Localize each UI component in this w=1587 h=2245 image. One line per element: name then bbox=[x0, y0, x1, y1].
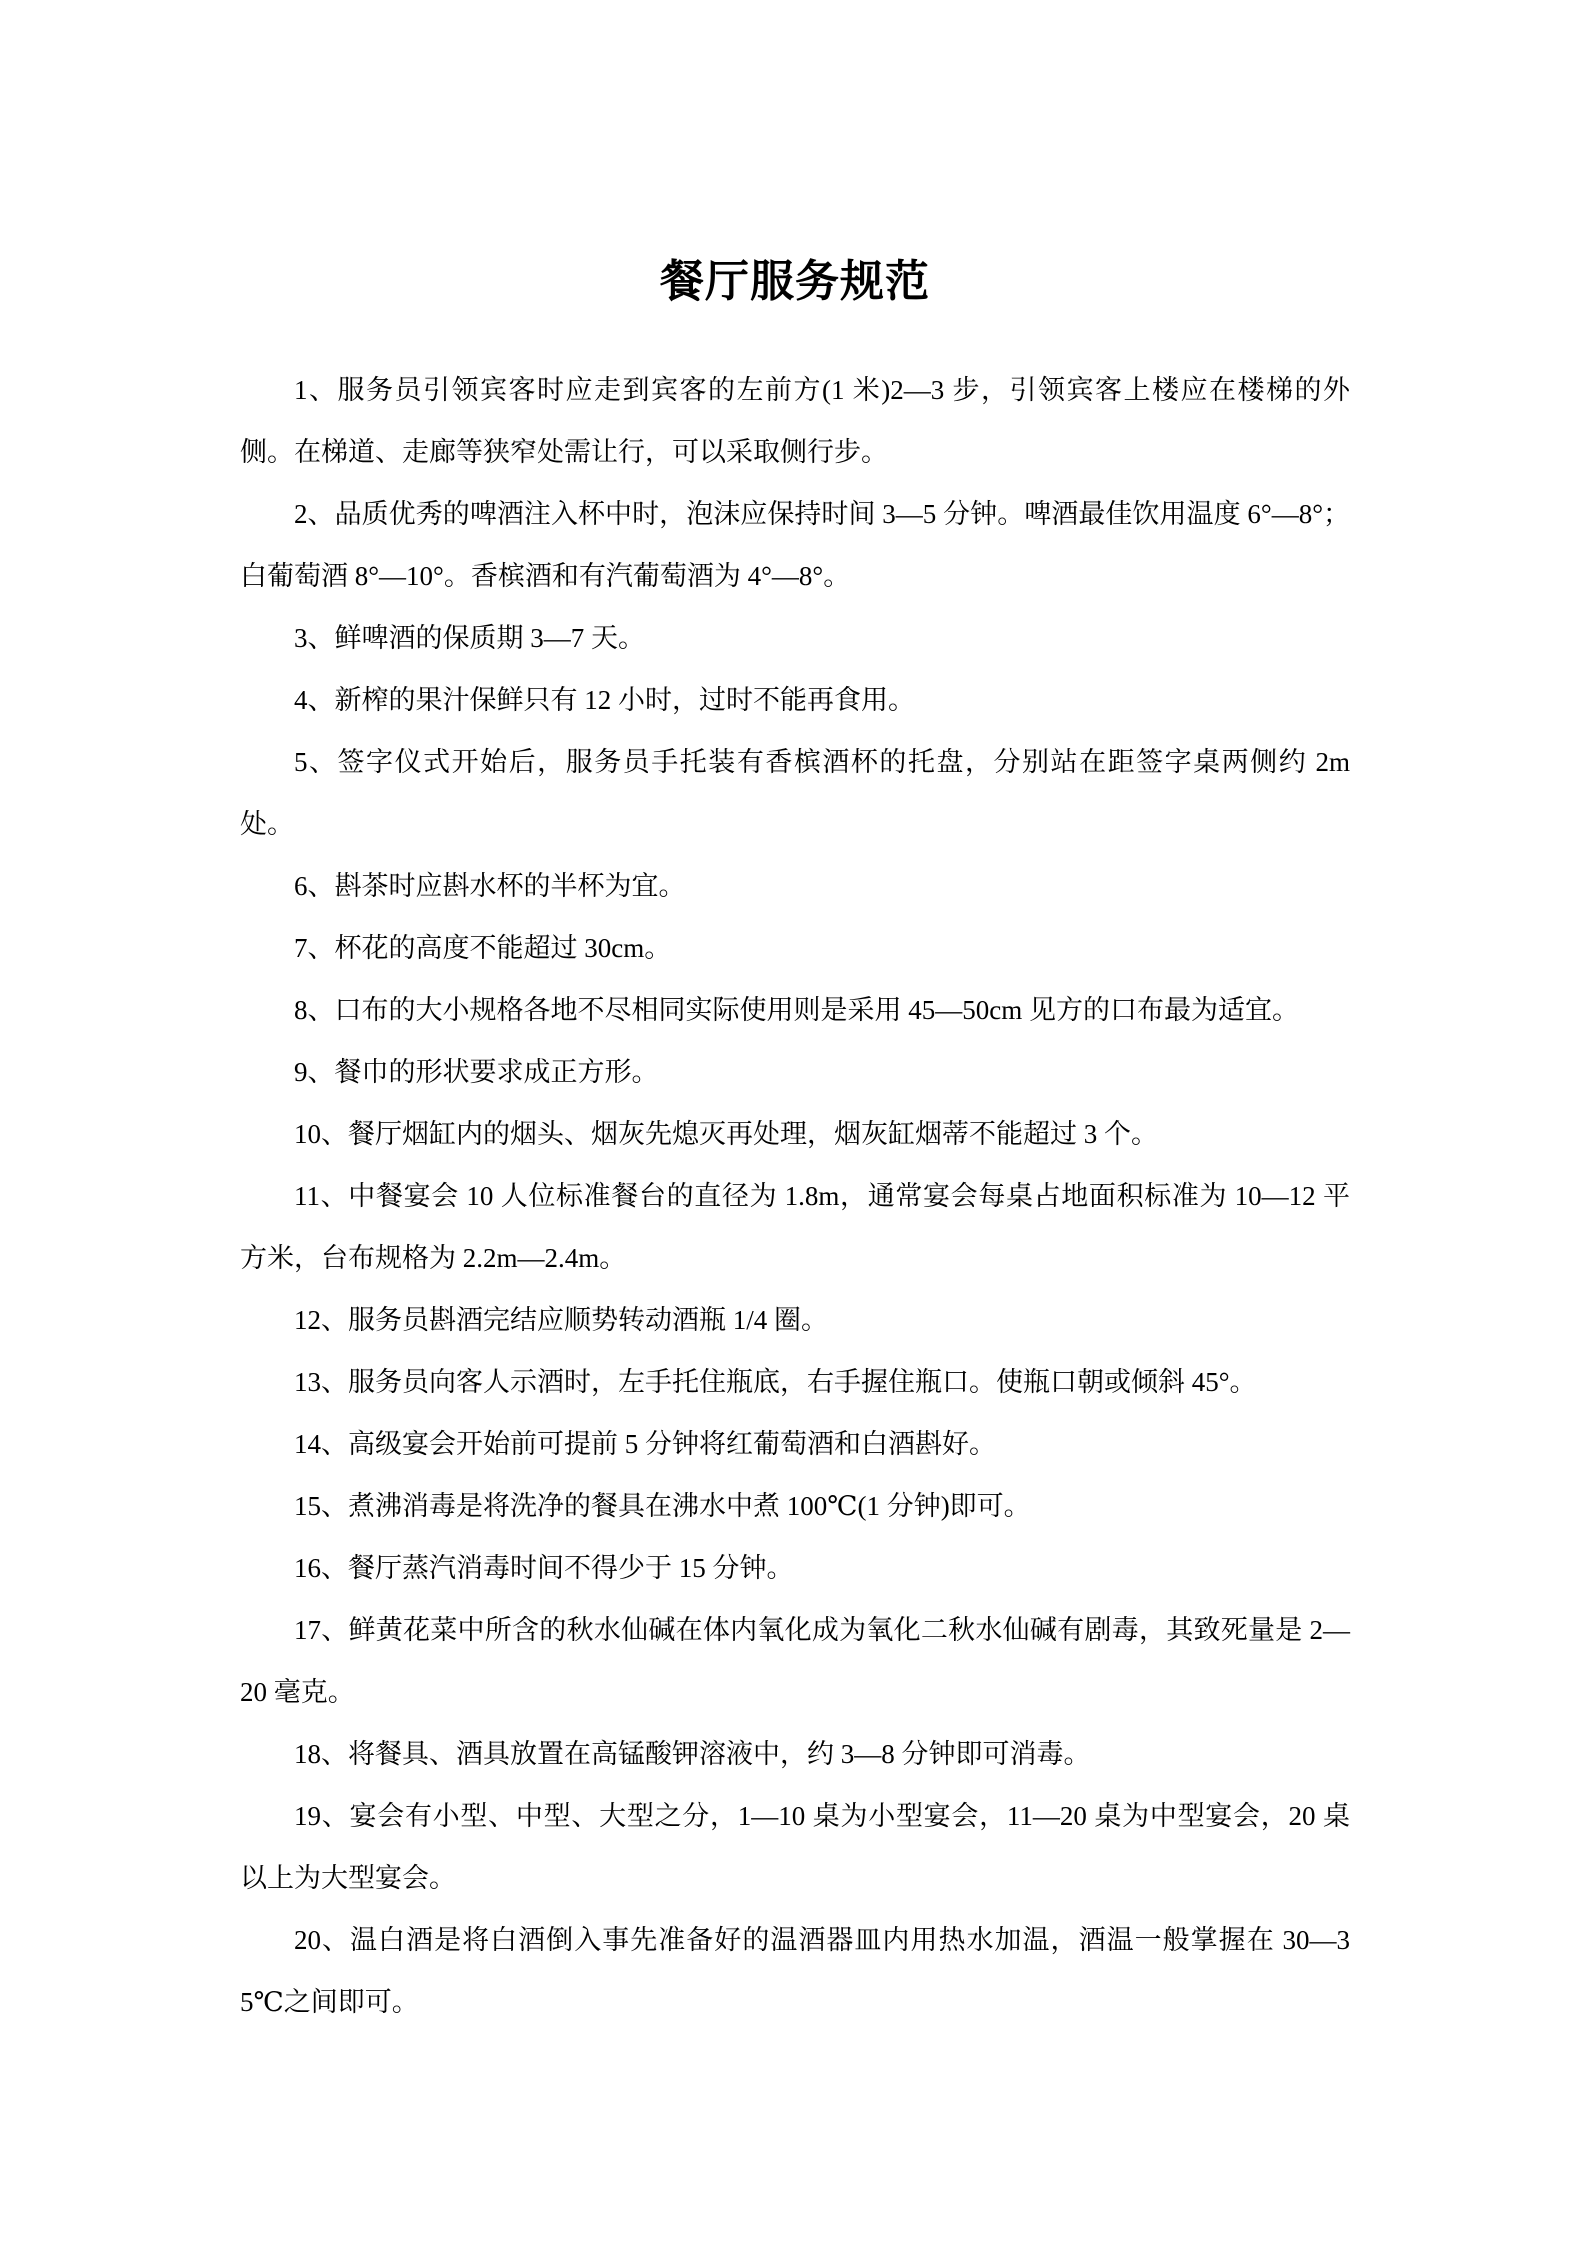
list-item: 2、品质优秀的啤酒注入杯中时，泡沫应保持时间 3—5 分钟。啤酒最佳饮用温度 6°—8°；白葡萄酒 8°—10°。香槟酒和有汽葡萄酒为 4°—8°。 bbox=[240, 499, 1350, 591]
list-item: 10、餐厅烟缸内的烟头、烟灰先熄灭再处理，烟灰缸烟蒂不能超过 3 个。 bbox=[294, 1119, 1158, 1149]
list-item: 15、煮沸消毒是将洗净的餐具在沸水中煮 100℃(1 分钟)即可。 bbox=[294, 1491, 1031, 1521]
document-body bbox=[240, 359, 1350, 2033]
list-item: 6、斟茶时应斟水杯的半杯为宜。 bbox=[294, 871, 686, 901]
list-item: 1、服务员引领宾客时应走到宾客的左前方(1 米)2—3 步，引领宾客上楼应在楼梯的外侧。在梯道、走廊等狭窄处需让行，可以采取侧行步。 bbox=[240, 375, 1350, 467]
list-item: 3、鲜啤酒的保质期 3—7 天。 bbox=[294, 623, 645, 653]
list-item: 13、服务员向客人示酒时，左手托住瓶底，右手握住瓶口。使瓶口朝或倾斜 45°。 bbox=[294, 1367, 1257, 1397]
list-item: 12、服务员斟酒完结应顺势转动酒瓶 1/4 圈。 bbox=[294, 1305, 829, 1335]
list-item: 20、温白酒是将白酒倒入事先准备好的温酒器皿内用热水加温，酒温一般掌握在 30—35℃之间即可。 bbox=[240, 1925, 1350, 2017]
list-item: 17、鲜黄花菜中所含的秋水仙碱在体内氧化成为氧化二秋水仙碱有剧毒，其致死量是 2—20 毫克。 bbox=[240, 1615, 1350, 1707]
list-item: 18、将餐具、酒具放置在高锰酸钾溶液中，约 3—8 分钟即可消毒。 bbox=[294, 1739, 1091, 1769]
list-item: 11、中餐宴会 10 人位标准餐台的直径为 1.8m，通常宴会每桌占地面积标准为 10—12 平方米，台布规格为 2.2m—2.4m。 bbox=[240, 1181, 1350, 1273]
list-item: 19、宴会有小型、中型、大型之分，1—10 桌为小型宴会，11—20 桌为中型宴会，20 桌以上为大型宴会。 bbox=[240, 1801, 1350, 1893]
list-item: 8、口布的大小规格各地不尽相同实际使用则是采用 45—50cm 见方的口布最为适宜。 bbox=[294, 995, 1299, 1025]
list-item: 7、杯花的高度不能超过 30cm。 bbox=[294, 933, 672, 963]
page-title: 餐厅服务规范 bbox=[660, 257, 930, 306]
list-item: 4、新榨的果汁保鲜只有 12 小时，过时不能再食用。 bbox=[294, 685, 915, 715]
list-item: 9、餐巾的形状要求成正方形。 bbox=[294, 1057, 659, 1087]
list-item: 5、签字仪式开始后，服务员手托装有香槟酒杯的托盘，分别站在距签字桌两侧约 2m 处。 bbox=[240, 747, 1350, 839]
list-item: 14、高级宴会开始前可提前 5 分钟将红葡萄酒和白酒斟好。 bbox=[294, 1429, 996, 1459]
list-item: 16、餐厅蒸汽消毒时间不得少于 15 分钟。 bbox=[294, 1553, 794, 1583]
